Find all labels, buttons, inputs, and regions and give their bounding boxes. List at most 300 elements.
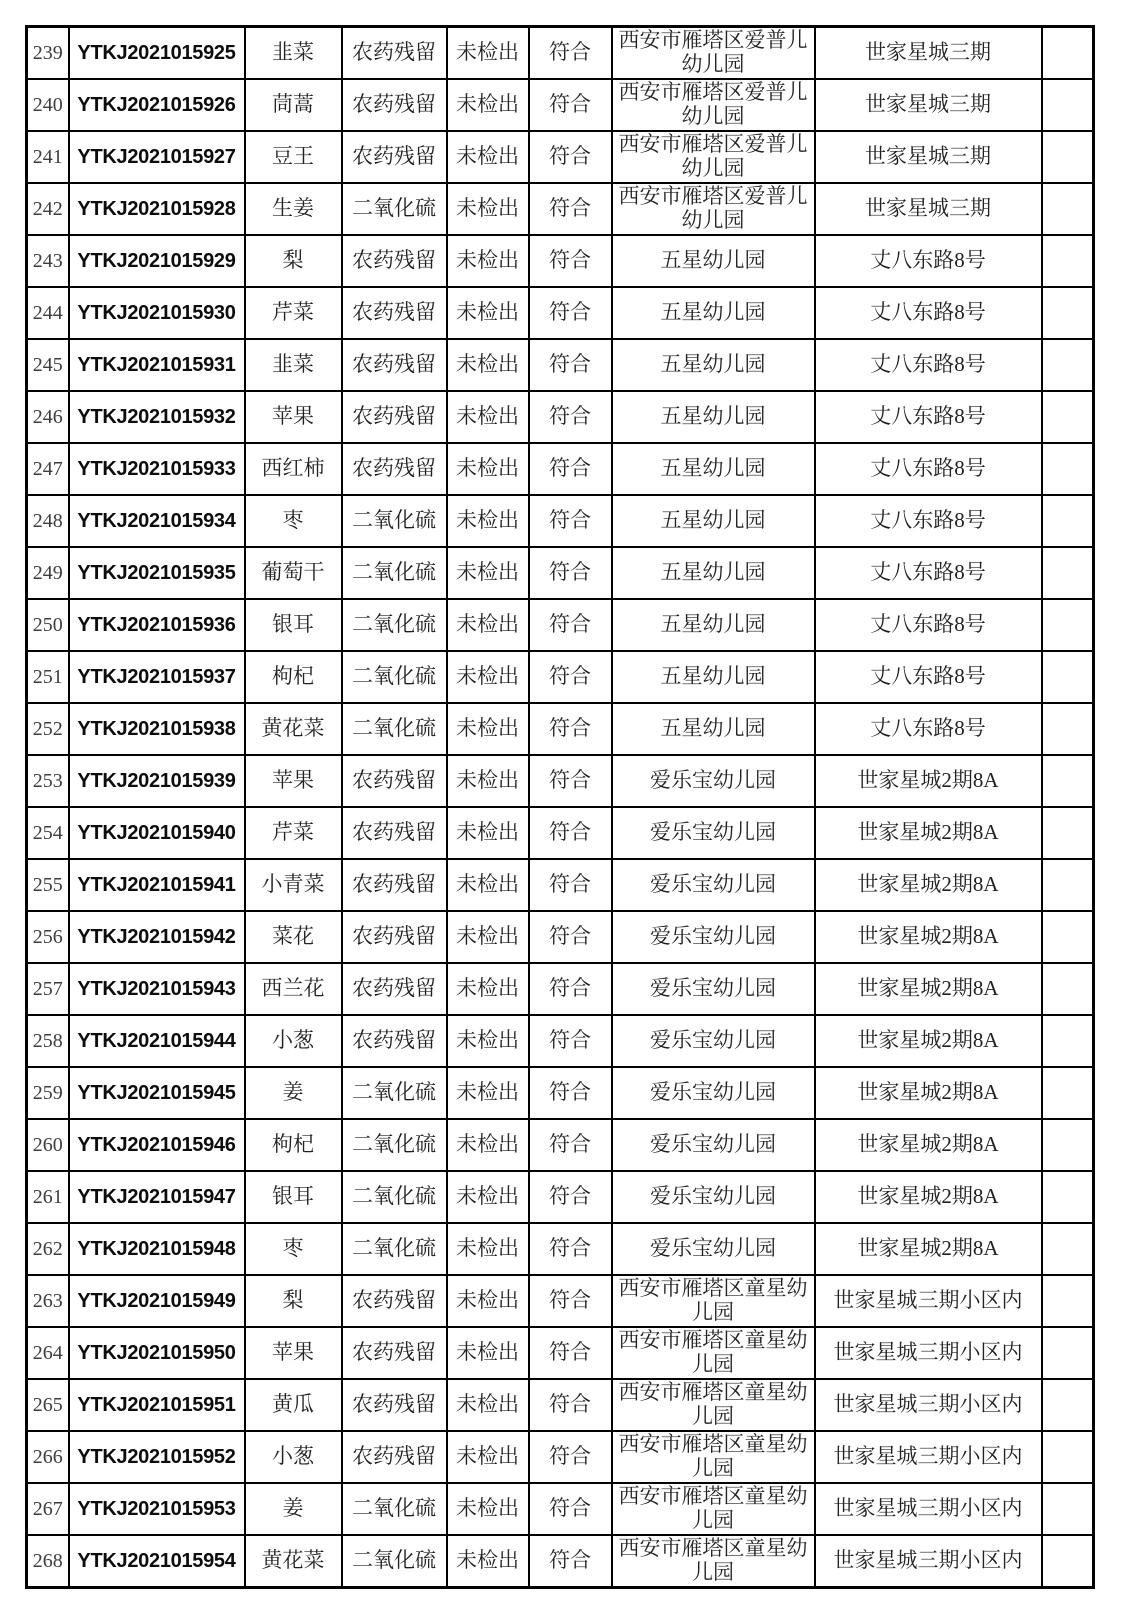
test-item-cell: 农药残留 <box>342 859 447 911</box>
sampled-unit-cell: 五星幼儿园 <box>612 495 815 547</box>
table-row <box>27 599 1094 651</box>
sample-id-cell: YTKJ2021015933 <box>69 443 245 495</box>
sample-name-cell: 黄瓜 <box>245 1379 342 1431</box>
row-number-cell: 260 <box>27 1119 69 1171</box>
result-cell: 未检出 <box>447 963 529 1015</box>
row-number-cell: 254 <box>27 807 69 859</box>
sample-name-cell: 小葱 <box>245 1431 342 1483</box>
sample-id-cell: YTKJ2021015948 <box>69 1223 245 1275</box>
test-item-cell: 二氧化硫 <box>342 183 447 235</box>
table-row <box>27 1327 1094 1379</box>
sample-name-cell: 苹果 <box>245 755 342 807</box>
address-cell: 世家星城三期 <box>815 183 1042 235</box>
address-cell: 世家星城2期8A <box>815 1015 1042 1067</box>
test-item-cell: 二氧化硫 <box>342 651 447 703</box>
remark-cell <box>1042 1275 1094 1327</box>
sampled-unit-cell: 爱乐宝幼儿园 <box>612 911 815 963</box>
address-cell: 丈八东路8号 <box>815 287 1042 339</box>
table-row <box>27 131 1094 183</box>
address-cell: 世家星城三期小区内 <box>815 1327 1042 1379</box>
conclusion-cell: 符合 <box>529 1535 612 1588</box>
test-item-cell: 农药残留 <box>342 235 447 287</box>
conclusion-cell: 符合 <box>529 1119 612 1171</box>
test-item-cell: 农药残留 <box>342 911 447 963</box>
conclusion-cell: 符合 <box>529 755 612 807</box>
test-item-cell: 二氧化硫 <box>342 1171 447 1223</box>
sampled-unit-cell: 五星幼儿园 <box>612 391 815 443</box>
result-cell: 未检出 <box>447 1223 529 1275</box>
result-cell: 未检出 <box>447 1535 529 1588</box>
remark-cell <box>1042 547 1094 599</box>
sample-name-cell: 姜 <box>245 1483 342 1535</box>
sample-name-cell: 生姜 <box>245 183 342 235</box>
sample-id-cell: YTKJ2021015950 <box>69 1327 245 1379</box>
sample-name-cell: 枣 <box>245 1223 342 1275</box>
test-item-cell: 农药残留 <box>342 1431 447 1483</box>
test-item-cell: 二氧化硫 <box>342 547 447 599</box>
address-cell: 世家星城2期8A <box>815 963 1042 1015</box>
sampled-unit-cell: 爱乐宝幼儿园 <box>612 963 815 1015</box>
row-number-cell: 246 <box>27 391 69 443</box>
sampled-unit-cell: 五星幼儿园 <box>612 339 815 391</box>
test-item-cell: 农药残留 <box>342 1015 447 1067</box>
sample-id-cell: YTKJ2021015931 <box>69 339 245 391</box>
test-item-cell: 二氧化硫 <box>342 703 447 755</box>
result-cell: 未检出 <box>447 1119 529 1171</box>
sample-id-cell: YTKJ2021015928 <box>69 183 245 235</box>
row-number-cell: 266 <box>27 1431 69 1483</box>
conclusion-cell: 符合 <box>529 1223 612 1275</box>
table-row <box>27 963 1094 1015</box>
sampled-unit-cell: 五星幼儿园 <box>612 443 815 495</box>
remark-cell <box>1042 651 1094 703</box>
table-row <box>27 183 1094 235</box>
result-cell: 未检出 <box>447 703 529 755</box>
conclusion-cell: 符合 <box>529 911 612 963</box>
remark-cell <box>1042 287 1094 339</box>
test-item-cell: 农药残留 <box>342 963 447 1015</box>
sampled-unit-cell: 五星幼儿园 <box>612 235 815 287</box>
sampled-unit-cell: 西安市雁塔区童星幼儿园 <box>612 1379 815 1431</box>
sample-id-cell: YTKJ2021015945 <box>69 1067 245 1119</box>
test-item-cell: 二氧化硫 <box>342 1483 447 1535</box>
row-number-cell: 262 <box>27 1223 69 1275</box>
sample-id-cell: YTKJ2021015952 <box>69 1431 245 1483</box>
sample-name-cell: 芹菜 <box>245 287 342 339</box>
sample-id-cell: YTKJ2021015929 <box>69 235 245 287</box>
remark-cell <box>1042 807 1094 859</box>
remark-cell <box>1042 599 1094 651</box>
sample-name-cell: 茼蒿 <box>245 79 342 131</box>
sample-id-cell: YTKJ2021015932 <box>69 391 245 443</box>
table-row <box>27 755 1094 807</box>
remark-cell <box>1042 1327 1094 1379</box>
result-cell: 未检出 <box>447 235 529 287</box>
sample-name-cell: 韭菜 <box>245 27 342 80</box>
conclusion-cell: 符合 <box>529 1067 612 1119</box>
sample-name-cell: 苹果 <box>245 391 342 443</box>
sample-id-cell: YTKJ2021015940 <box>69 807 245 859</box>
sample-id-cell: YTKJ2021015944 <box>69 1015 245 1067</box>
sampled-unit-cell: 爱乐宝幼儿园 <box>612 1119 815 1171</box>
test-item-cell: 二氧化硫 <box>342 599 447 651</box>
sample-id-cell: YTKJ2021015946 <box>69 1119 245 1171</box>
row-number-cell: 247 <box>27 443 69 495</box>
row-number-cell: 261 <box>27 1171 69 1223</box>
sample-name-cell: 梨 <box>245 235 342 287</box>
table-row <box>27 391 1094 443</box>
address-cell: 丈八东路8号 <box>815 391 1042 443</box>
table-row <box>27 1431 1094 1483</box>
conclusion-cell: 符合 <box>529 235 612 287</box>
sample-id-cell: YTKJ2021015953 <box>69 1483 245 1535</box>
conclusion-cell: 符合 <box>529 807 612 859</box>
table-row <box>27 1379 1094 1431</box>
sampled-unit-cell: 五星幼儿园 <box>612 287 815 339</box>
result-cell: 未检出 <box>447 1431 529 1483</box>
remark-cell <box>1042 911 1094 963</box>
sample-id-cell: YTKJ2021015947 <box>69 1171 245 1223</box>
test-item-cell: 二氧化硫 <box>342 495 447 547</box>
sample-id-cell: YTKJ2021015942 <box>69 911 245 963</box>
table-row <box>27 1067 1094 1119</box>
sample-name-cell: 葡萄干 <box>245 547 342 599</box>
sample-id-cell: YTKJ2021015941 <box>69 859 245 911</box>
sampled-unit-cell: 西安市雁塔区童星幼儿园 <box>612 1535 815 1588</box>
sampled-unit-cell: 西安市雁塔区童星幼儿园 <box>612 1275 815 1327</box>
result-cell: 未检出 <box>447 287 529 339</box>
sample-name-cell: 黄花菜 <box>245 1535 342 1588</box>
table-row <box>27 859 1094 911</box>
table-row <box>27 1275 1094 1327</box>
address-cell: 世家星城2期8A <box>815 1067 1042 1119</box>
sample-id-cell: YTKJ2021015930 <box>69 287 245 339</box>
sample-name-cell: 枸杞 <box>245 651 342 703</box>
sample-id-cell: YTKJ2021015937 <box>69 651 245 703</box>
sampled-unit-cell: 西安市雁塔区爱普儿幼儿园 <box>612 27 815 80</box>
test-item-cell: 农药残留 <box>342 339 447 391</box>
table-row <box>27 1223 1094 1275</box>
sample-id-cell: YTKJ2021015938 <box>69 703 245 755</box>
result-cell: 未检出 <box>447 599 529 651</box>
conclusion-cell: 符合 <box>529 547 612 599</box>
remark-cell <box>1042 391 1094 443</box>
result-cell: 未检出 <box>447 27 529 80</box>
test-item-cell: 农药残留 <box>342 1275 447 1327</box>
address-cell: 丈八东路8号 <box>815 703 1042 755</box>
sampled-unit-cell: 爱乐宝幼儿园 <box>612 859 815 911</box>
row-number-cell: 242 <box>27 183 69 235</box>
conclusion-cell: 符合 <box>529 1379 612 1431</box>
sample-id-cell: YTKJ2021015927 <box>69 131 245 183</box>
sample-name-cell: 姜 <box>245 1067 342 1119</box>
address-cell: 世家星城三期小区内 <box>815 1431 1042 1483</box>
row-number-cell: 255 <box>27 859 69 911</box>
address-cell: 丈八东路8号 <box>815 235 1042 287</box>
test-item-cell: 农药残留 <box>342 131 447 183</box>
result-cell: 未检出 <box>447 1015 529 1067</box>
sample-name-cell: 银耳 <box>245 599 342 651</box>
sample-name-cell: 苹果 <box>245 1327 342 1379</box>
address-cell: 世家星城2期8A <box>815 755 1042 807</box>
row-number-cell: 265 <box>27 1379 69 1431</box>
remark-cell <box>1042 1015 1094 1067</box>
sampled-unit-cell: 爱乐宝幼儿园 <box>612 755 815 807</box>
result-cell: 未检出 <box>447 911 529 963</box>
address-cell: 世家星城三期小区内 <box>815 1379 1042 1431</box>
result-cell: 未检出 <box>447 131 529 183</box>
test-item-cell: 二氧化硫 <box>342 1535 447 1588</box>
test-item-cell: 农药残留 <box>342 755 447 807</box>
row-number-cell: 267 <box>27 1483 69 1535</box>
sampled-unit-cell: 爱乐宝幼儿园 <box>612 1015 815 1067</box>
remark-cell <box>1042 1223 1094 1275</box>
remark-cell <box>1042 859 1094 911</box>
sample-id-cell: YTKJ2021015934 <box>69 495 245 547</box>
conclusion-cell: 符合 <box>529 651 612 703</box>
row-number-cell: 268 <box>27 1535 69 1588</box>
sample-name-cell: 小葱 <box>245 1015 342 1067</box>
remark-cell <box>1042 235 1094 287</box>
remark-cell <box>1042 339 1094 391</box>
result-cell: 未检出 <box>447 1379 529 1431</box>
sampled-unit-cell: 西安市雁塔区爱普儿幼儿园 <box>612 79 815 131</box>
table-row <box>27 547 1094 599</box>
address-cell: 世家星城三期 <box>815 131 1042 183</box>
row-number-cell: 250 <box>27 599 69 651</box>
remark-cell <box>1042 131 1094 183</box>
remark-cell <box>1042 443 1094 495</box>
sampled-unit-cell: 爱乐宝幼儿园 <box>612 1171 815 1223</box>
conclusion-cell: 符合 <box>529 79 612 131</box>
sampled-unit-cell: 五星幼儿园 <box>612 651 815 703</box>
row-number-cell: 241 <box>27 131 69 183</box>
row-number-cell: 264 <box>27 1327 69 1379</box>
address-cell: 世家星城2期8A <box>815 911 1042 963</box>
address-cell: 世家星城三期小区内 <box>815 1535 1042 1588</box>
test-item-cell: 农药残留 <box>342 27 447 80</box>
table-row <box>27 495 1094 547</box>
sample-name-cell: 西红柿 <box>245 443 342 495</box>
address-cell: 丈八东路8号 <box>815 651 1042 703</box>
table-row <box>27 1535 1094 1588</box>
address-cell: 丈八东路8号 <box>815 443 1042 495</box>
result-cell: 未检出 <box>447 391 529 443</box>
conclusion-cell: 符合 <box>529 495 612 547</box>
sampled-unit-cell: 爱乐宝幼儿园 <box>612 1223 815 1275</box>
conclusion-cell: 符合 <box>529 339 612 391</box>
remark-cell <box>1042 1535 1094 1588</box>
result-cell: 未检出 <box>447 547 529 599</box>
test-item-cell: 农药残留 <box>342 391 447 443</box>
address-cell: 世家星城2期8A <box>815 1171 1042 1223</box>
result-cell: 未检出 <box>447 1067 529 1119</box>
conclusion-cell: 符合 <box>529 27 612 80</box>
remark-cell <box>1042 963 1094 1015</box>
remark-cell <box>1042 495 1094 547</box>
remark-cell <box>1042 1119 1094 1171</box>
inspection-results-table <box>25 25 1095 1589</box>
result-cell: 未检出 <box>447 1275 529 1327</box>
result-cell: 未检出 <box>447 651 529 703</box>
sampled-unit-cell: 爱乐宝幼儿园 <box>612 1067 815 1119</box>
result-cell: 未检出 <box>447 1327 529 1379</box>
row-number-cell: 253 <box>27 755 69 807</box>
conclusion-cell: 符合 <box>529 131 612 183</box>
address-cell: 丈八东路8号 <box>815 547 1042 599</box>
result-cell: 未检出 <box>447 183 529 235</box>
sampled-unit-cell: 西安市雁塔区童星幼儿园 <box>612 1327 815 1379</box>
table-row <box>27 339 1094 391</box>
test-item-cell: 农药残留 <box>342 287 447 339</box>
sample-name-cell: 枣 <box>245 495 342 547</box>
result-cell: 未检出 <box>447 755 529 807</box>
conclusion-cell: 符合 <box>529 443 612 495</box>
remark-cell <box>1042 183 1094 235</box>
conclusion-cell: 符合 <box>529 1015 612 1067</box>
table-row <box>27 1119 1094 1171</box>
address-cell: 丈八东路8号 <box>815 495 1042 547</box>
remark-cell <box>1042 1483 1094 1535</box>
sampled-unit-cell: 西安市雁塔区童星幼儿园 <box>612 1483 815 1535</box>
address-cell: 世家星城2期8A <box>815 859 1042 911</box>
sample-id-cell: YTKJ2021015943 <box>69 963 245 1015</box>
sample-id-cell: YTKJ2021015949 <box>69 1275 245 1327</box>
remark-cell <box>1042 1067 1094 1119</box>
table-row <box>27 1171 1094 1223</box>
result-cell: 未检出 <box>447 1171 529 1223</box>
test-item-cell: 农药残留 <box>342 807 447 859</box>
sampled-unit-cell: 爱乐宝幼儿园 <box>612 807 815 859</box>
conclusion-cell: 符合 <box>529 963 612 1015</box>
conclusion-cell: 符合 <box>529 391 612 443</box>
result-cell: 未检出 <box>447 807 529 859</box>
sample-name-cell: 梨 <box>245 1275 342 1327</box>
address-cell: 世家星城三期小区内 <box>815 1483 1042 1535</box>
sample-id-cell: YTKJ2021015925 <box>69 27 245 80</box>
remark-cell <box>1042 1379 1094 1431</box>
address-cell: 世家星城三期 <box>815 27 1042 80</box>
row-number-cell: 244 <box>27 287 69 339</box>
row-number-cell: 258 <box>27 1015 69 1067</box>
test-item-cell: 二氧化硫 <box>342 1223 447 1275</box>
sample-name-cell: 银耳 <box>245 1171 342 1223</box>
row-number-cell: 240 <box>27 79 69 131</box>
conclusion-cell: 符合 <box>529 599 612 651</box>
remark-cell <box>1042 755 1094 807</box>
sample-id-cell: YTKJ2021015936 <box>69 599 245 651</box>
test-item-cell: 农药残留 <box>342 1327 447 1379</box>
sampled-unit-cell: 西安市雁塔区爱普儿幼儿园 <box>612 131 815 183</box>
address-cell: 丈八东路8号 <box>815 599 1042 651</box>
conclusion-cell: 符合 <box>529 1327 612 1379</box>
address-cell: 世家星城三期 <box>815 79 1042 131</box>
row-number-cell: 252 <box>27 703 69 755</box>
remark-cell <box>1042 1171 1094 1223</box>
result-cell: 未检出 <box>447 339 529 391</box>
conclusion-cell: 符合 <box>529 1275 612 1327</box>
result-cell: 未检出 <box>447 495 529 547</box>
table-row <box>27 27 1094 80</box>
table-row <box>27 1483 1094 1535</box>
address-cell: 世家星城2期8A <box>815 1119 1042 1171</box>
conclusion-cell: 符合 <box>529 1171 612 1223</box>
sample-id-cell: YTKJ2021015954 <box>69 1535 245 1588</box>
sampled-unit-cell: 五星幼儿园 <box>612 599 815 651</box>
conclusion-cell: 符合 <box>529 859 612 911</box>
row-number-cell: 259 <box>27 1067 69 1119</box>
remark-cell <box>1042 27 1094 80</box>
sample-name-cell: 芹菜 <box>245 807 342 859</box>
test-item-cell: 农药残留 <box>342 1379 447 1431</box>
address-cell: 世家星城2期8A <box>815 1223 1042 1275</box>
sample-id-cell: YTKJ2021015926 <box>69 79 245 131</box>
sample-name-cell: 韭菜 <box>245 339 342 391</box>
table-row <box>27 79 1094 131</box>
conclusion-cell: 符合 <box>529 703 612 755</box>
result-cell: 未检出 <box>447 1483 529 1535</box>
table-row <box>27 1015 1094 1067</box>
table-row <box>27 651 1094 703</box>
test-item-cell: 二氧化硫 <box>342 1067 447 1119</box>
row-number-cell: 257 <box>27 963 69 1015</box>
table-row <box>27 235 1094 287</box>
sample-name-cell: 豆王 <box>245 131 342 183</box>
conclusion-cell: 符合 <box>529 287 612 339</box>
remark-cell <box>1042 703 1094 755</box>
table-row <box>27 807 1094 859</box>
result-cell: 未检出 <box>447 79 529 131</box>
row-number-cell: 243 <box>27 235 69 287</box>
sample-id-cell: YTKJ2021015951 <box>69 1379 245 1431</box>
sampled-unit-cell: 五星幼儿园 <box>612 703 815 755</box>
row-number-cell: 249 <box>27 547 69 599</box>
sampled-unit-cell: 五星幼儿园 <box>612 547 815 599</box>
sampled-unit-cell: 西安市雁塔区爱普儿幼儿园 <box>612 183 815 235</box>
table-body <box>27 27 1094 1588</box>
row-number-cell: 256 <box>27 911 69 963</box>
sample-name-cell: 西兰花 <box>245 963 342 1015</box>
test-item-cell: 二氧化硫 <box>342 1119 447 1171</box>
result-cell: 未检出 <box>447 443 529 495</box>
sample-name-cell: 枸杞 <box>245 1119 342 1171</box>
row-number-cell: 248 <box>27 495 69 547</box>
sample-name-cell: 黄花菜 <box>245 703 342 755</box>
address-cell: 世家星城2期8A <box>815 807 1042 859</box>
test-item-cell: 农药残留 <box>342 443 447 495</box>
address-cell: 丈八东路8号 <box>815 339 1042 391</box>
row-number-cell: 263 <box>27 1275 69 1327</box>
table-row <box>27 287 1094 339</box>
table-row <box>27 911 1094 963</box>
remark-cell <box>1042 79 1094 131</box>
sample-name-cell: 小青菜 <box>245 859 342 911</box>
sample-name-cell: 菜花 <box>245 911 342 963</box>
row-number-cell: 251 <box>27 651 69 703</box>
remark-cell <box>1042 1431 1094 1483</box>
sample-id-cell: YTKJ2021015935 <box>69 547 245 599</box>
table-row <box>27 703 1094 755</box>
conclusion-cell: 符合 <box>529 1483 612 1535</box>
address-cell: 世家星城三期小区内 <box>815 1275 1042 1327</box>
conclusion-cell: 符合 <box>529 1431 612 1483</box>
sample-id-cell: YTKJ2021015939 <box>69 755 245 807</box>
result-cell: 未检出 <box>447 859 529 911</box>
conclusion-cell: 符合 <box>529 183 612 235</box>
sampled-unit-cell: 西安市雁塔区童星幼儿园 <box>612 1431 815 1483</box>
table-row <box>27 443 1094 495</box>
row-number-cell: 239 <box>27 27 69 80</box>
